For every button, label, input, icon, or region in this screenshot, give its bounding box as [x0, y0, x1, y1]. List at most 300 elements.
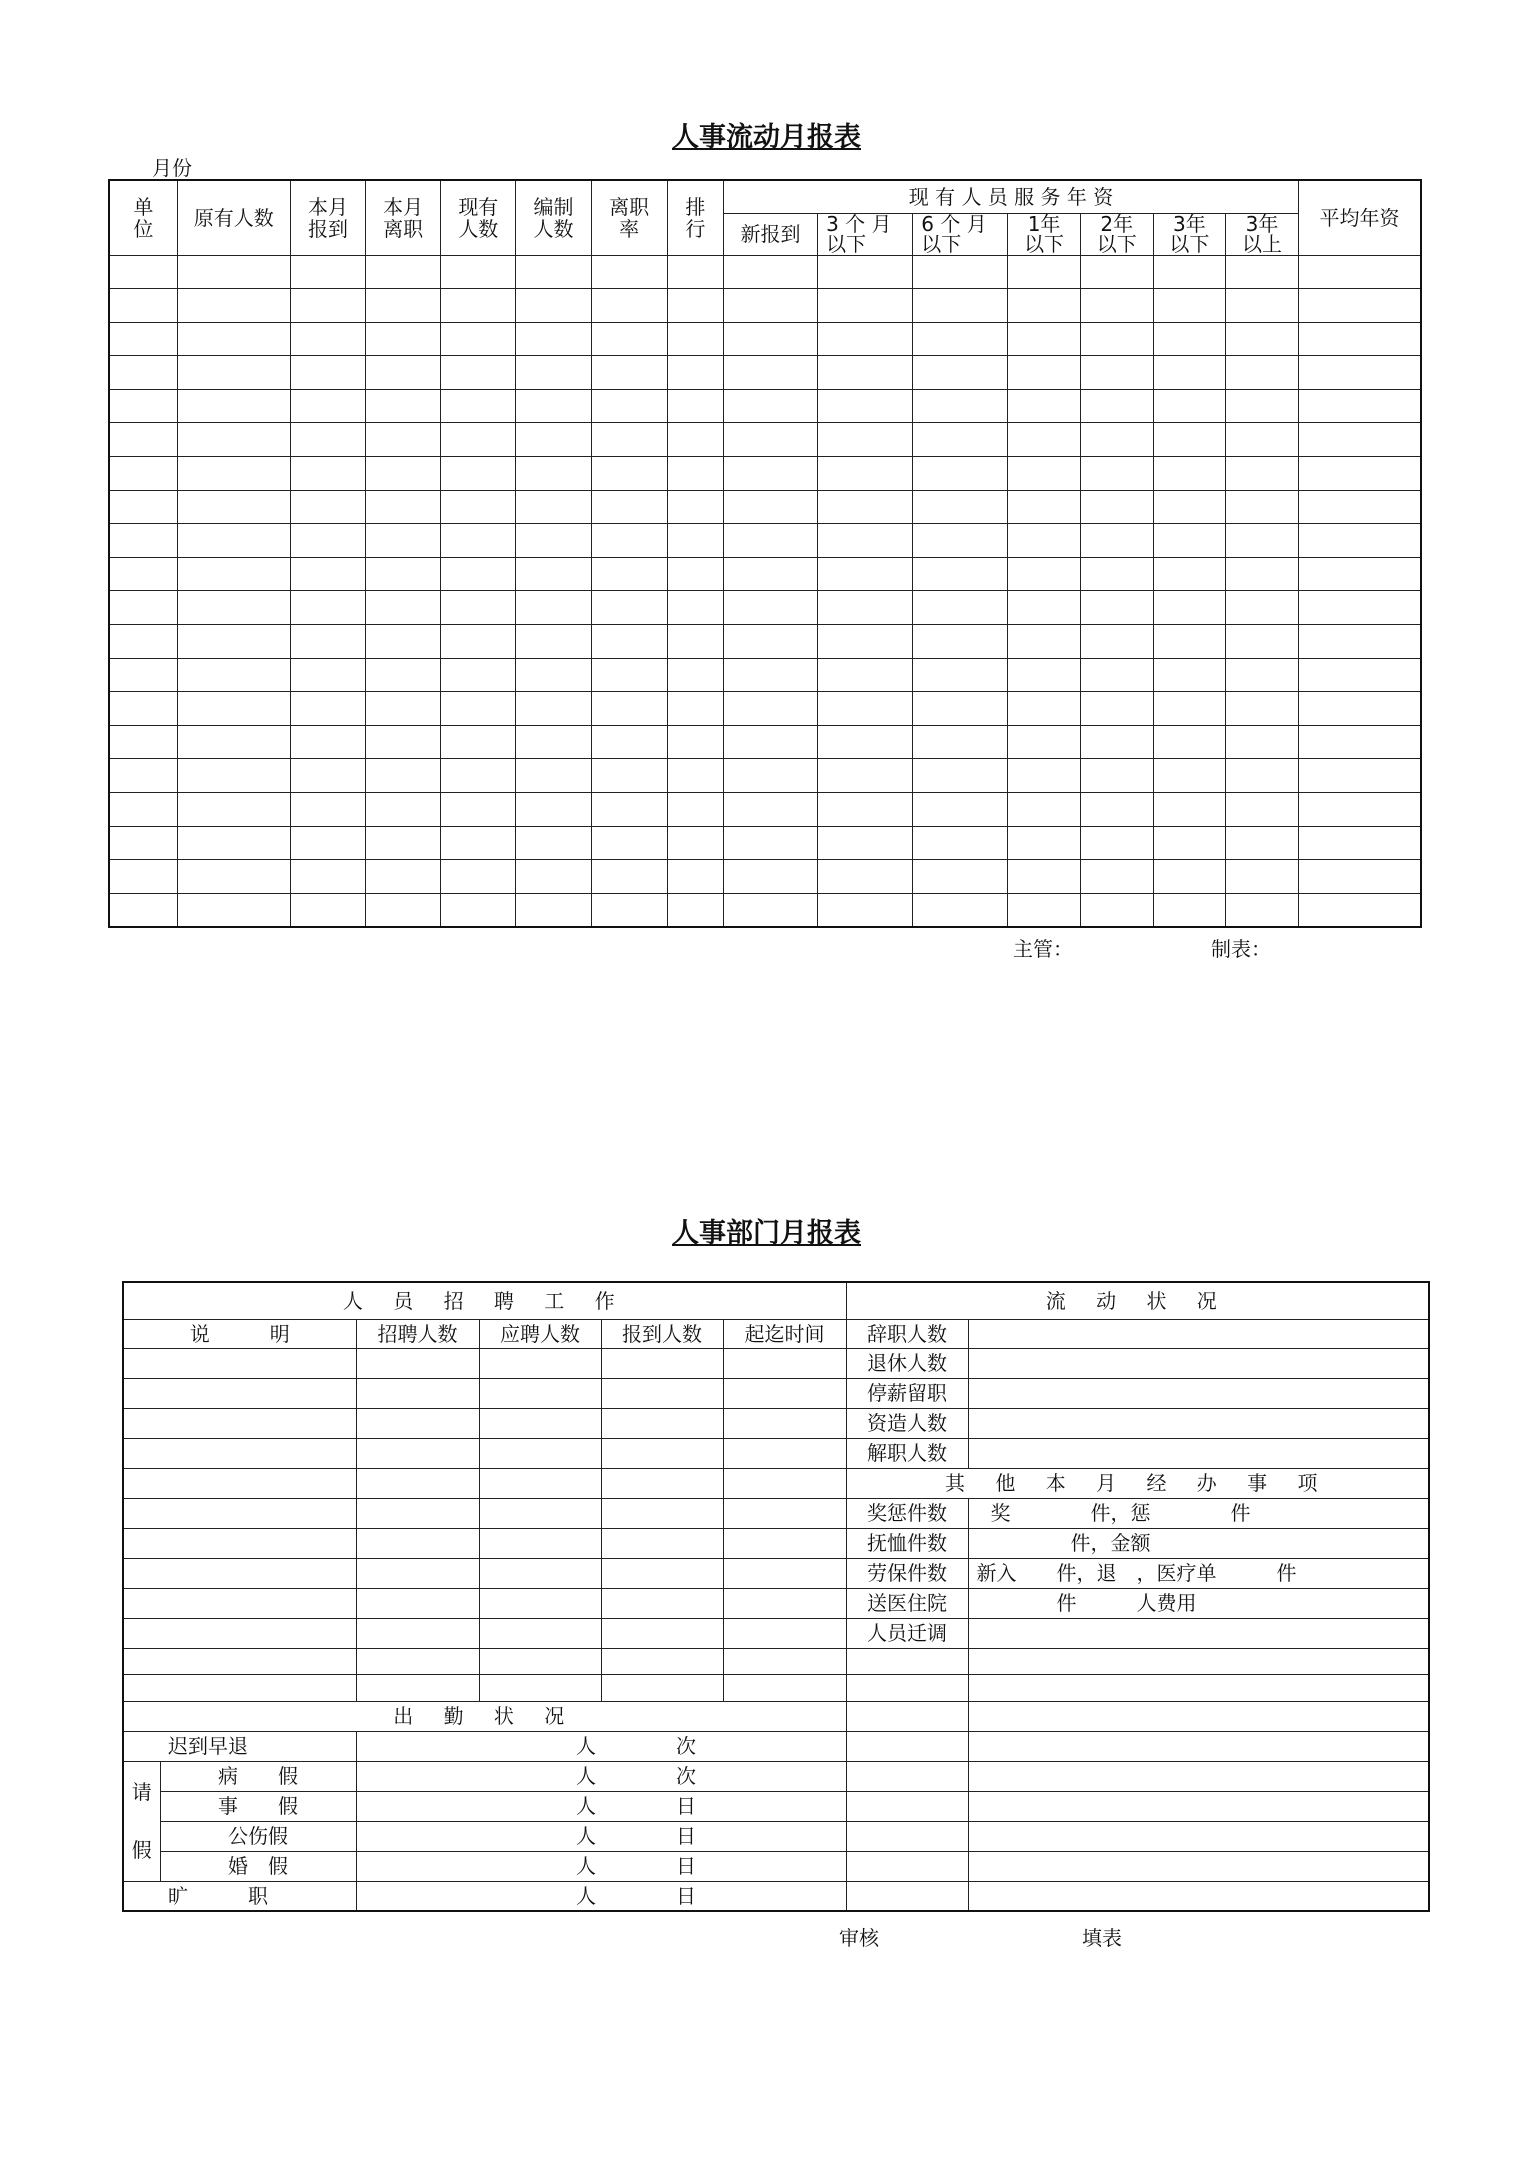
table-cell	[177, 860, 290, 894]
table-cell	[591, 625, 667, 659]
table-cell	[177, 457, 290, 491]
table-cell	[516, 557, 591, 591]
flow-suspend: 停薪留职	[846, 1378, 968, 1408]
header-average: 平均年资	[1299, 180, 1421, 255]
table-cell	[290, 826, 365, 860]
table-cell	[667, 423, 723, 457]
other-insurance: 劳保件数	[846, 1558, 968, 1588]
other-hospital: 送医住院	[846, 1588, 968, 1618]
table-cell	[1080, 692, 1153, 726]
table-cell	[109, 625, 177, 659]
table-row	[109, 423, 1421, 457]
table-row	[109, 591, 1421, 625]
table-cell	[1080, 793, 1153, 827]
table-cell	[591, 255, 667, 289]
late-label: 迟到早退	[123, 1731, 356, 1761]
table-cell	[1153, 826, 1225, 860]
table-cell	[1080, 557, 1153, 591]
table-cell	[913, 893, 1008, 927]
table-cell	[1299, 625, 1421, 659]
table-cell	[516, 490, 591, 524]
table-cell	[1008, 423, 1080, 457]
table-cell	[366, 826, 441, 860]
leave-injury: 公伤假	[160, 1821, 356, 1851]
table-cell	[1080, 289, 1153, 323]
table-cell	[366, 289, 441, 323]
supervisor-label: 主管：	[1013, 937, 1073, 961]
leave-char-1: 请	[131, 1780, 152, 1804]
table-cell	[290, 524, 365, 558]
table-cell	[1008, 524, 1080, 558]
table-cell	[109, 255, 177, 289]
other-pension-value: 件，金额	[968, 1528, 1429, 1558]
table-cell	[723, 759, 817, 793]
recruit-col-reported: 报到人数	[601, 1319, 723, 1348]
table-cell	[667, 658, 723, 692]
table-cell	[109, 457, 177, 491]
table-cell	[591, 289, 667, 323]
table-cell	[290, 625, 365, 659]
table-cell	[1153, 893, 1225, 927]
table-cell	[723, 255, 817, 289]
table-row	[109, 725, 1421, 759]
table-cell	[1225, 860, 1298, 894]
table-cell	[1299, 457, 1421, 491]
table-cell	[1225, 423, 1298, 457]
absent-value: 人 日	[356, 1881, 846, 1911]
table-cell	[591, 759, 667, 793]
other-transfer-value	[968, 1618, 1429, 1648]
table-cell	[818, 591, 913, 625]
table-cell	[290, 692, 365, 726]
header-rank: 排行	[667, 180, 723, 255]
leave-marriage: 婚 假	[160, 1851, 356, 1881]
table-cell	[667, 255, 723, 289]
table-cell	[109, 557, 177, 591]
table-cell	[1153, 793, 1225, 827]
table-cell	[667, 625, 723, 659]
leave-sick-value: 人 次	[356, 1761, 846, 1791]
table-row	[109, 658, 1421, 692]
table-cell	[177, 725, 290, 759]
table-cell	[913, 322, 1008, 356]
table-cell	[516, 255, 591, 289]
header-current: 现有人数	[441, 180, 516, 255]
table-cell	[818, 289, 913, 323]
table-cell	[290, 860, 365, 894]
table-cell	[913, 793, 1008, 827]
table-cell	[1008, 490, 1080, 524]
table-cell	[1153, 289, 1225, 323]
table-cell	[667, 893, 723, 927]
table-cell	[1299, 289, 1421, 323]
table-cell	[1008, 826, 1080, 860]
table-cell	[913, 457, 1008, 491]
table-cell	[516, 423, 591, 457]
table-cell	[1080, 625, 1153, 659]
absent-label: 旷 职	[123, 1881, 356, 1911]
table-cell	[723, 557, 817, 591]
table-cell	[723, 826, 817, 860]
leave-personal: 事 假	[160, 1791, 356, 1821]
table-cell	[1008, 658, 1080, 692]
table-cell	[667, 356, 723, 390]
table-cell	[290, 893, 365, 927]
table-row	[109, 557, 1421, 591]
table-cell	[1225, 692, 1298, 726]
table-cell	[1225, 793, 1298, 827]
table-cell	[441, 793, 516, 827]
table-cell	[177, 625, 290, 659]
table-cell	[591, 322, 667, 356]
table-cell	[1153, 490, 1225, 524]
table-cell	[290, 356, 365, 390]
table-cell	[177, 289, 290, 323]
header-unit: 单位	[109, 180, 177, 255]
table-cell	[516, 692, 591, 726]
preparer-label: 制表：	[1211, 937, 1271, 961]
recruit-col-applied: 应聘人数	[479, 1319, 601, 1348]
table-cell	[723, 423, 817, 457]
table-cell	[516, 658, 591, 692]
table-row	[109, 625, 1421, 659]
table-cell	[441, 658, 516, 692]
table-cell	[109, 692, 177, 726]
table-cell	[723, 356, 817, 390]
table-cell	[441, 356, 516, 390]
table-cell	[109, 658, 177, 692]
table-cell	[913, 356, 1008, 390]
table-cell	[1153, 591, 1225, 625]
table-cell	[818, 826, 913, 860]
table-cell	[516, 826, 591, 860]
header-original: 原有人数	[177, 180, 290, 255]
table-cell	[366, 759, 441, 793]
table-cell	[366, 658, 441, 692]
table-cell	[1225, 356, 1298, 390]
table-cell	[1008, 860, 1080, 894]
table-cell	[177, 255, 290, 289]
table-cell	[441, 725, 516, 759]
table-cell	[1299, 255, 1421, 289]
table-cell	[516, 759, 591, 793]
table-cell	[290, 289, 365, 323]
sub-6m: 6 个 月 以下	[913, 213, 1008, 255]
table-cell	[109, 423, 177, 457]
table-cell	[723, 322, 817, 356]
other-reward: 奖惩件数	[846, 1498, 968, 1528]
table-cell	[913, 289, 1008, 323]
table-cell	[913, 725, 1008, 759]
table-cell	[109, 793, 177, 827]
table-cell	[177, 591, 290, 625]
table-row	[109, 490, 1421, 524]
table-cell	[1080, 322, 1153, 356]
sub-2y: 2年 以下	[1080, 213, 1153, 255]
report1-title: 人事流动月报表	[672, 122, 861, 153]
recruit-col-desc: 说 明	[123, 1319, 356, 1348]
other-insurance-value: 新入 件，退 ，医疗单 件	[968, 1558, 1429, 1588]
flow-resign: 辞职人数	[846, 1319, 968, 1348]
table-cell	[290, 557, 365, 591]
table-cell	[177, 793, 290, 827]
table-cell	[109, 289, 177, 323]
table-cell	[667, 322, 723, 356]
table-cell	[1153, 255, 1225, 289]
personnel-flow-table	[108, 179, 1422, 928]
table-cell	[366, 893, 441, 927]
table-cell	[290, 322, 365, 356]
table-cell	[591, 826, 667, 860]
table-cell	[290, 457, 365, 491]
table-cell	[290, 793, 365, 827]
table-cell	[366, 625, 441, 659]
table-cell	[818, 490, 913, 524]
table-cell	[177, 524, 290, 558]
table-cell	[667, 692, 723, 726]
table-cell	[109, 725, 177, 759]
table-cell	[818, 356, 913, 390]
flow-dispatch: 资造人数	[846, 1408, 968, 1438]
table-cell	[913, 658, 1008, 692]
table-cell	[516, 389, 591, 423]
table-cell	[913, 255, 1008, 289]
table-cell	[441, 860, 516, 894]
table-cell	[1299, 725, 1421, 759]
recruit-header: 人 员 招 聘 工 作	[123, 1282, 846, 1319]
table-cell	[1008, 356, 1080, 390]
table-cell	[913, 557, 1008, 591]
table-cell	[723, 490, 817, 524]
table-cell	[1299, 423, 1421, 457]
table-cell	[1080, 759, 1153, 793]
table-cell	[1225, 490, 1298, 524]
table-cell	[177, 389, 290, 423]
table-cell	[913, 490, 1008, 524]
sub-3y-plus: 3年 以上	[1225, 213, 1298, 255]
table-cell	[1299, 322, 1421, 356]
report2-title: 人事部门月报表	[672, 1218, 861, 1249]
table-cell	[441, 893, 516, 927]
table-cell	[723, 289, 817, 323]
table-cell	[109, 860, 177, 894]
table-cell	[516, 893, 591, 927]
table-cell	[1299, 793, 1421, 827]
table-cell	[1153, 423, 1225, 457]
table-cell	[441, 322, 516, 356]
table-cell	[441, 759, 516, 793]
table-cell	[1225, 759, 1298, 793]
table-cell	[723, 457, 817, 491]
table-cell	[1080, 490, 1153, 524]
table-cell	[1225, 591, 1298, 625]
table-cell	[1225, 557, 1298, 591]
table-cell	[723, 625, 817, 659]
table-cell	[441, 625, 516, 659]
table-cell	[1153, 356, 1225, 390]
table-cell	[667, 457, 723, 491]
table-cell	[1080, 591, 1153, 625]
table-cell	[1225, 255, 1298, 289]
table-row	[109, 759, 1421, 793]
table-cell	[290, 255, 365, 289]
table-cell	[818, 625, 913, 659]
table-cell	[516, 289, 591, 323]
table-cell	[366, 725, 441, 759]
table-row	[109, 692, 1421, 726]
table-cell	[1080, 423, 1153, 457]
table-cell	[109, 322, 177, 356]
table-cell	[1225, 322, 1298, 356]
table-cell	[1299, 356, 1421, 390]
table-cell	[1153, 457, 1225, 491]
table-cell	[366, 524, 441, 558]
table-cell	[667, 860, 723, 894]
sub-3y: 3年 以下	[1153, 213, 1225, 255]
table-cell	[441, 524, 516, 558]
table-cell	[441, 826, 516, 860]
table-cell	[1153, 725, 1225, 759]
table-cell	[591, 457, 667, 491]
table-cell	[1080, 893, 1153, 927]
attendance-header: 出 勤 状 况	[123, 1701, 846, 1731]
table-cell	[1080, 457, 1153, 491]
table-cell	[1225, 725, 1298, 759]
table-cell	[818, 557, 913, 591]
table-cell	[441, 692, 516, 726]
table-cell	[516, 725, 591, 759]
table-cell	[1008, 591, 1080, 625]
table-cell	[1008, 793, 1080, 827]
table-cell	[366, 322, 441, 356]
table-cell	[1008, 692, 1080, 726]
reviewer-label: 审核	[839, 1926, 879, 1950]
table-cell	[366, 490, 441, 524]
table-cell	[1299, 389, 1421, 423]
table-row	[109, 322, 1421, 356]
table-cell	[1153, 389, 1225, 423]
table-cell	[1225, 658, 1298, 692]
table-cell	[1225, 457, 1298, 491]
table-cell	[723, 591, 817, 625]
table-cell	[913, 625, 1008, 659]
table-cell	[1008, 289, 1080, 323]
table-cell	[591, 423, 667, 457]
other-header: 其 他 本 月 经 办 事 项	[846, 1468, 1429, 1498]
header-quota: 编制人数	[516, 180, 591, 255]
sub-1y: 1年 以下	[1008, 213, 1080, 255]
month-label: 月份	[152, 156, 192, 180]
table-cell	[723, 389, 817, 423]
table-cell	[818, 658, 913, 692]
table-cell	[667, 759, 723, 793]
table-cell	[591, 591, 667, 625]
table-cell	[667, 524, 723, 558]
table-cell	[516, 322, 591, 356]
table-cell	[290, 389, 365, 423]
table-cell	[591, 389, 667, 423]
other-hospital-value: 件 人费用	[968, 1588, 1429, 1618]
table-cell	[1299, 692, 1421, 726]
table-row	[109, 356, 1421, 390]
table-row	[109, 893, 1421, 927]
table-cell	[913, 389, 1008, 423]
table-cell	[723, 658, 817, 692]
table-cell	[1153, 658, 1225, 692]
table-cell	[818, 893, 913, 927]
table-cell	[1080, 658, 1153, 692]
table-cell	[1080, 860, 1153, 894]
table-cell	[1299, 759, 1421, 793]
leave-injury-value: 人 日	[356, 1821, 846, 1851]
table-cell	[1299, 524, 1421, 558]
table-cell	[818, 725, 913, 759]
table-cell	[591, 557, 667, 591]
table-cell	[1153, 860, 1225, 894]
table-cell	[1008, 389, 1080, 423]
table-cell	[1080, 255, 1153, 289]
table-cell	[818, 692, 913, 726]
table-cell	[591, 725, 667, 759]
table-cell	[818, 389, 913, 423]
table-cell	[1153, 557, 1225, 591]
table-row	[109, 389, 1421, 423]
table-cell	[516, 793, 591, 827]
table-cell	[441, 389, 516, 423]
sub-3m: 3 个 月 以下	[818, 213, 913, 255]
table-cell	[1299, 826, 1421, 860]
table-cell	[1225, 826, 1298, 860]
table-cell	[1299, 591, 1421, 625]
table-cell	[109, 826, 177, 860]
other-pension: 抚恤件数	[846, 1528, 968, 1558]
table-cell	[1153, 524, 1225, 558]
table-cell	[366, 692, 441, 726]
table-cell	[366, 860, 441, 894]
table-cell	[1299, 658, 1421, 692]
table-cell	[1008, 457, 1080, 491]
table-cell	[366, 423, 441, 457]
flow-header: 流 动 状 况	[846, 1282, 1429, 1319]
table-cell	[109, 356, 177, 390]
table-cell	[290, 591, 365, 625]
table-cell	[913, 826, 1008, 860]
other-transfer: 人员迁调	[846, 1618, 968, 1648]
header-turnover: 离职率	[591, 180, 667, 255]
table-row	[109, 524, 1421, 558]
table-cell	[177, 322, 290, 356]
table-cell	[290, 490, 365, 524]
table-row	[109, 255, 1421, 289]
table-cell	[591, 490, 667, 524]
table-row	[109, 860, 1421, 894]
table-cell	[441, 289, 516, 323]
table-cell	[1080, 389, 1153, 423]
table-cell	[516, 860, 591, 894]
leave-personal-value: 人 日	[356, 1791, 846, 1821]
table-cell	[1225, 893, 1298, 927]
other-reward-value: 奖 件，惩 件	[968, 1498, 1429, 1528]
table-cell	[818, 255, 913, 289]
table-cell	[818, 759, 913, 793]
table-cell	[1008, 625, 1080, 659]
table-cell	[1080, 725, 1153, 759]
recruit-col-period: 起迄时间	[723, 1319, 846, 1348]
leave-char-2: 假	[131, 1838, 152, 1862]
table-cell	[366, 389, 441, 423]
header-service-years: 现 有 人 员 服 务 年 资	[723, 180, 1298, 213]
flow-retire: 退休人数	[846, 1348, 968, 1378]
